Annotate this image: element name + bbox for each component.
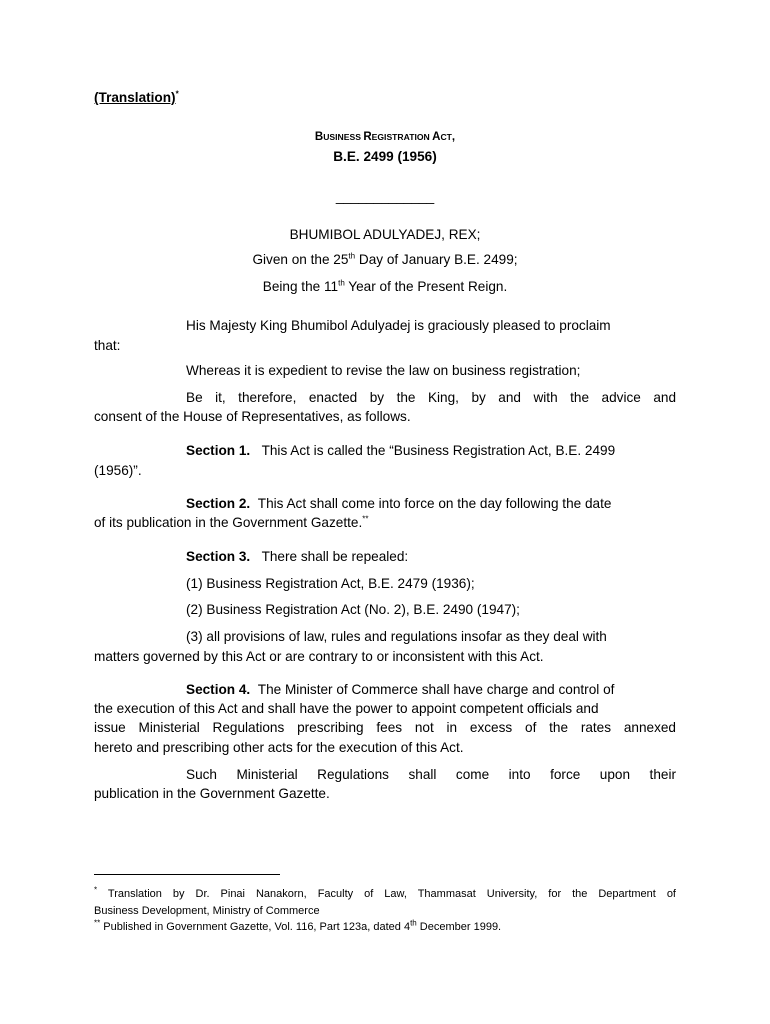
footnote-2-sup: th (410, 918, 417, 928)
section-2-line2 (94, 513, 368, 533)
section-4-line2: the execution of this Act and shall have the power to appoint competent officials and (94, 701, 599, 716)
title-part: , (451, 131, 456, 143)
footnote-1-text: Translation by Dr. Pinai Nanakorn, Faculty of Law, Thammasat University, for the Department of (97, 888, 676, 900)
footnote-2-text-end: December 1999. (416, 921, 502, 933)
reign-year-sup: th (338, 278, 345, 288)
translation-footnote-mark: * (175, 89, 179, 99)
section-4-line4: hereto and prescribing other acts for the execution of this Act. (94, 740, 464, 755)
proclaim-line2: that: (94, 338, 121, 353)
section-3-item-3-line2: matters governed by this Act or are contrary to or inconsistent with this Act. (94, 649, 544, 664)
whereas-clause: Whereas it is expedient to revise the law on business registration; (186, 363, 581, 378)
footnote-separator (94, 874, 280, 875)
given-date-sup: th (348, 251, 356, 261)
footnote-1-mark: * (94, 885, 98, 895)
footnote-2-mark: ** (94, 918, 101, 928)
footnote-2 (94, 919, 501, 935)
section-2-footnote-mark: ** (362, 514, 369, 524)
footnote-1-line2: Business Development, Ministry of Commerce (94, 905, 320, 917)
king-name: BHUMIBOL ADULYADEJ, REX; (289, 227, 481, 242)
section-4-text: The Minister of Commerce shall have charge and control of (257, 682, 615, 697)
section-2-text-end: of its publication in the Government Gazette. (94, 515, 363, 530)
title-part: USINESS (323, 132, 364, 142)
translation-label (94, 88, 179, 108)
section-1-line1 (186, 441, 615, 461)
section-1-text: This Act is called the “Business Registration Act, B.E. 2499 (261, 443, 616, 458)
section-4-line3: issue Ministerial Regulations prescribing fees not in excess of the rates annexed (94, 720, 676, 735)
section-2-label: Section 2. (186, 496, 251, 511)
footnote-1-line1 (94, 886, 676, 902)
given-date (94, 250, 676, 270)
given-date-text: Given on the 25 (252, 252, 349, 267)
section-2-text: This Act shall come into force on the day following the date (257, 496, 612, 511)
section-3-text: There shall be repealed: (261, 549, 409, 564)
proclaim-line1: His Majesty King Bhumibol Adulyadej is graciously pleased to proclaim (186, 318, 611, 333)
section-4-line1 (186, 680, 614, 700)
translation-label-text: (Translation) (94, 90, 176, 105)
footnote-2-text: Published in Government Gazette, Vol. 116, Part 123a, dated 4 (100, 921, 411, 933)
enact-line1: Be it, therefore, enacted by the King, by and with the advice and (186, 390, 676, 405)
reign-year (94, 277, 676, 297)
section-3-item-3-line1: (3) all provisions of law, rules and regulations insofar as they deal with (186, 629, 607, 644)
section-3-label: Section 3. (186, 549, 251, 564)
act-title (94, 127, 676, 146)
section-4-para2-line1: Such Ministerial Regulations shall come into force upon their (186, 767, 676, 782)
title-part: CT (440, 132, 452, 142)
section-3-item-2: (2) Business Registration Act (No. 2), B.E. 2490 (1947); (186, 602, 520, 617)
title-rule: _____________ (335, 189, 435, 204)
reign-year-text-end: Year of the Present Reign. (344, 279, 508, 294)
act-year: B.E. 2499 (1956) (333, 149, 437, 164)
section-3-item-1: (1) Business Registration Act, B.E. 2479 (1936); (186, 576, 475, 591)
reign-year-text: Being the 11 (262, 279, 339, 294)
title-part: R (363, 131, 372, 143)
section-1-label: Section 1. (186, 443, 251, 458)
section-3-line1 (186, 547, 408, 567)
section-4-label: Section 4. (186, 682, 251, 697)
section-4-para2-line2: publication in the Government Gazette. (94, 786, 330, 801)
given-date-text-end: Day of January B.E. 2499; (355, 252, 518, 267)
title-part: EGISTRATION (371, 132, 433, 142)
title-part: B (314, 131, 324, 143)
enact-line2: consent of the House of Representatives, as follows. (94, 409, 411, 424)
title-part: A (432, 131, 441, 143)
section-1-line2: (1956)”. (94, 463, 142, 478)
section-2-line1 (186, 494, 611, 514)
